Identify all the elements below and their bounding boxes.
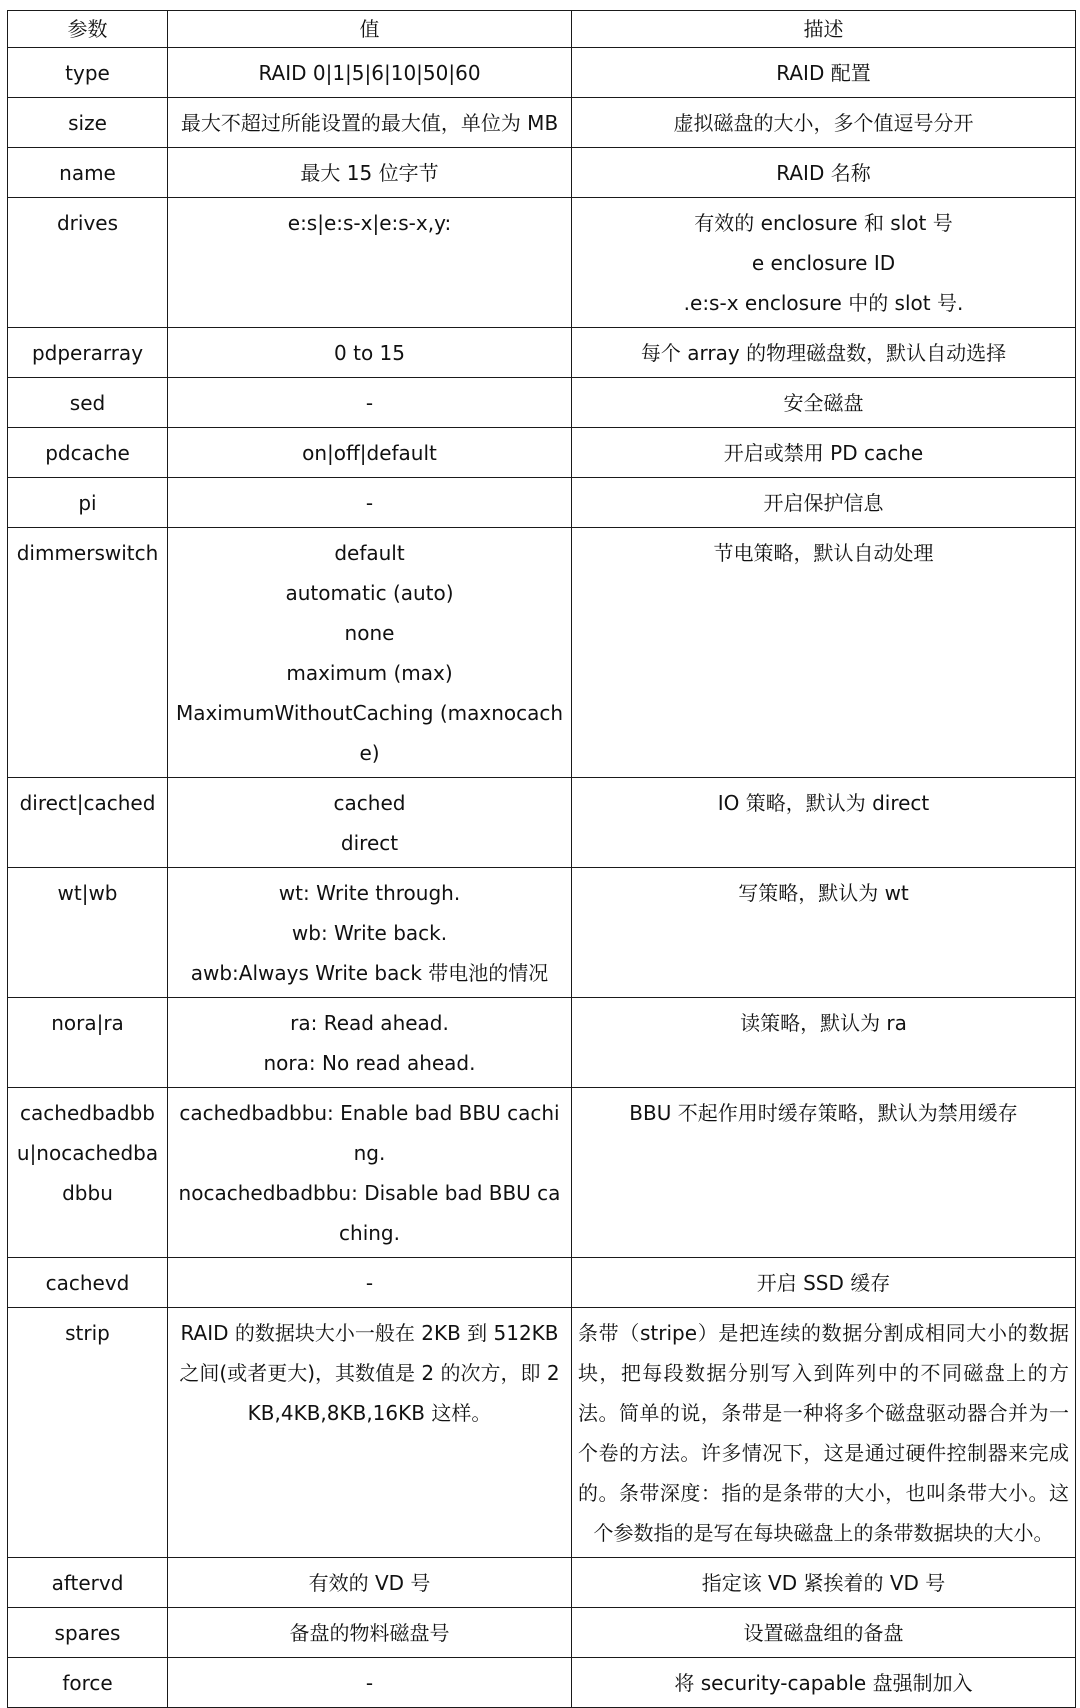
param-cell: nora|ra [8,998,168,1088]
param-cell: aftervd [8,1558,168,1608]
description-cell [572,1608,1076,1658]
value-cell [168,1608,572,1658]
description-line: IO 策略，默认为 direct [717,791,930,815]
description-cell [572,528,1076,778]
header-param: 参数 [8,11,168,48]
value-cell [168,778,572,868]
value-line: 0 to 15 [334,341,405,365]
description-cell [572,148,1076,198]
value-line: wt: Write through. [278,881,461,905]
table-row [8,428,1076,478]
value-cell [168,148,572,198]
table-header [8,11,1076,48]
param-cell: dimmerswitch [8,528,168,778]
description-line: RAID 配置 [776,61,871,85]
value-cell [168,1088,572,1258]
value-cell [168,1658,572,1708]
value-line: RAID 的数据块大小一般在 2KB 到 512KB 之间(或者更大)，其数值是 2 的次方，即 2KB,4KB,8KB,16KB 这样。 [179,1321,560,1425]
value-line: direct [340,831,399,855]
value-cell [168,198,572,328]
value-cell [168,428,572,478]
value-cell [168,328,572,378]
description-cell [572,1088,1076,1258]
value-cell [168,48,572,98]
description-cell [572,378,1076,428]
value-line: RAID 0|1|5|6|10|50|60 [258,61,481,85]
table-row [8,148,1076,198]
table-row [8,1558,1076,1608]
description-line: 每个 array 的物理磁盘数，默认自动选择 [640,341,1007,365]
value-line: wb: Write back. [291,921,448,945]
table-row [8,1658,1076,1708]
description-cell [572,1308,1076,1558]
table-row [8,1308,1076,1558]
value-line: - [365,391,374,415]
description-cell [572,428,1076,478]
description-line: RAID 名称 [776,161,871,185]
header-row [8,11,1076,48]
param-cell: drives [8,198,168,328]
value-line: - [365,491,374,515]
parameter-table [7,10,1076,1708]
description-cell [572,328,1076,378]
table-row [8,1608,1076,1658]
description-line: e enclosure ID [751,251,896,275]
description-line: 读策略，默认为 ra [740,1011,907,1035]
param-cell: cachevd [8,1258,168,1308]
value-line: MaximumWithoutCaching (maxnocache) [175,701,564,765]
value-cell [168,528,572,778]
value-line: awb:Always Write back 带电池的情况 [190,961,549,985]
param-cell: strip [8,1308,168,1558]
value-cell [168,998,572,1088]
description-line: .e:s-x enclosure 中的 slot 号. [683,291,964,315]
value-line: - [365,1271,374,1295]
value-line: nora: No read ahead. [263,1051,476,1075]
table-row [8,1088,1076,1258]
value-line: cachedbadbbu: Enable bad BBU caching. [179,1101,560,1165]
value-line: 备盘的物料磁盘号 [289,1621,450,1645]
value-line: 有效的 VD 号 [308,1571,431,1595]
value-line: 最大 15 位字节 [300,161,439,185]
description-cell [572,868,1076,998]
param-cell: wt|wb [8,868,168,998]
param-cell: sed [8,378,168,428]
value-line: maximum (max) [286,661,453,685]
table-row [8,1258,1076,1308]
value-line: cached [333,791,406,815]
table-row [8,868,1076,998]
value-cell [168,1258,572,1308]
param-cell: name [8,148,168,198]
description-cell [572,98,1076,148]
description-line: 指定该 VD 紧挨着的 VD 号 [701,1571,946,1595]
description-cell [572,778,1076,868]
description-line: 节电策略，默认自动处理 [713,541,934,565]
value-line: e:s|e:s-x|e:s-x,y: [287,211,452,235]
value-cell [168,1308,572,1558]
value-line: nocachedbadbbu: Disable bad BBU caching. [178,1181,561,1245]
table-row [8,998,1076,1088]
param-cell: spares [8,1608,168,1658]
description-line: 虚拟磁盘的大小，多个值逗号分开 [673,111,974,135]
param-cell: type [8,48,168,98]
value-line: - [365,1671,374,1695]
header-value: 值 [168,11,572,48]
value-line: 最大不超过所能设置的最大值，单位为 MB [180,111,559,135]
header-description: 描述 [572,11,1076,48]
value-cell [168,1558,572,1608]
description-line: 开启 SSD 缓存 [756,1271,891,1295]
table-row [8,478,1076,528]
description-cell [572,1558,1076,1608]
value-line: ra: Read ahead. [290,1011,449,1035]
description-line: 开启保护信息 [763,491,884,515]
param-cell: force [8,1658,168,1708]
description-cell [572,1658,1076,1708]
value-line: on|off|default [302,441,437,465]
description-line: 条带（stripe）是把连续的数据分割成相同大小的数据块，把每段数据分别写入到阵列中的不同磁盘上的方法。简单的说，条带是一种将多个磁盘驱动器合并为一个卷的方法。许多情况下，这是通过硬件控制器来完成的。条带深度：指的是条带的大小，也叫条带大小。这个参数指的是写在每块磁盘上的条带数据块的大小。 [578,1321,1069,1545]
table-row [8,378,1076,428]
description-line: 有效的 enclosure 和 slot 号 [694,211,953,235]
description-cell [572,998,1076,1088]
description-line: 安全磁盘 [783,391,864,415]
description-cell [572,1258,1076,1308]
description-cell [572,478,1076,528]
param-cell: size [8,98,168,148]
description-line: 开启或禁用 PD cache [723,441,924,465]
param-cell: pi [8,478,168,528]
table-row [8,778,1076,868]
value-cell [168,868,572,998]
param-cell: direct|cached [8,778,168,868]
table-row [8,48,1076,98]
table-row [8,528,1076,778]
description-cell [572,198,1076,328]
description-line: 设置磁盘组的备盘 [743,1621,904,1645]
value-line: automatic (auto) [285,581,454,605]
table-row [8,98,1076,148]
value-line: none [344,621,395,645]
value-line: default [334,541,405,565]
description-line: BBU 不起作用时缓存策略，默认为禁用缓存 [629,1101,1018,1125]
description-line: 将 security-capable 盘强制加入 [674,1671,973,1695]
table-body [8,48,1076,1708]
value-cell [168,478,572,528]
value-cell [168,378,572,428]
param-cell: pdperarray [8,328,168,378]
param-cell: cachedbadbbu|nocachedbadbbu [8,1088,168,1258]
description-cell [572,48,1076,98]
param-cell: pdcache [8,428,168,478]
table-row [8,328,1076,378]
description-line: 写策略，默认为 wt [738,881,909,905]
value-cell [168,98,572,148]
table-row [8,198,1076,328]
